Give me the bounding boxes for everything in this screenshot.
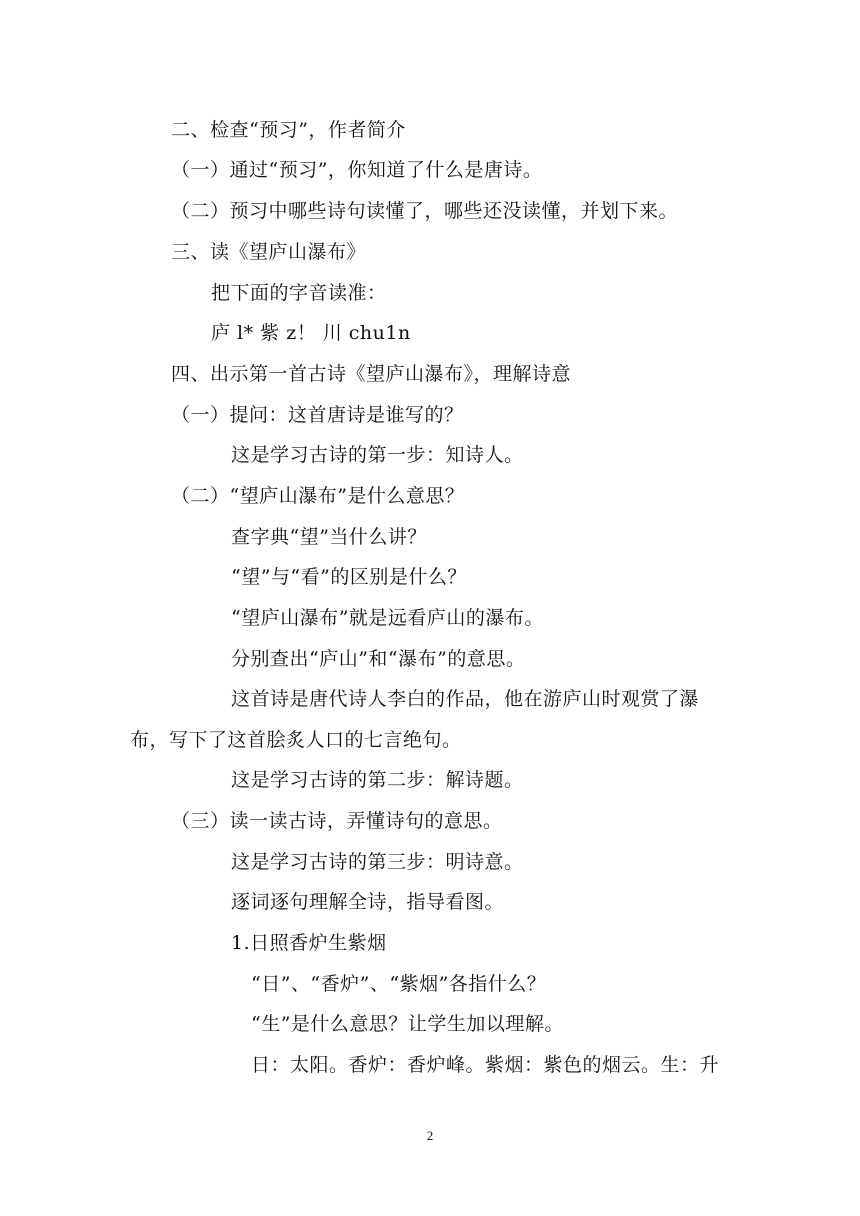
subsection-question-3: （三）读一读古诗，弄懂诗句的意思。 — [171, 810, 503, 832]
body-text: “望庐山瀑布”就是远看庐山的瀑布。 — [231, 607, 544, 629]
page-number: 2 — [426, 1128, 434, 1143]
paragraph-line-1: 这首诗是唐代诗人李白的作品，他在游庐山时观赏了瀑 — [231, 688, 700, 710]
body-text: “日”、“香炉”、“紫烟”各指什么？ — [251, 973, 547, 995]
subsection-2: （二）预习中哪些诗句读懂了，哪些还没读懂，并划下来。 — [171, 200, 679, 222]
body-text: “生”是什么意思？让学生加以理解。 — [251, 1013, 564, 1035]
subsection-1: （一）通过“预习”，你知道了什么是唐诗。 — [171, 159, 543, 181]
pinyin-line: 庐 l* 紫 z！ 川 chu1n — [211, 322, 411, 344]
section-heading-3: 三、读《望庐山瀑布》 — [171, 241, 367, 263]
step-3-text: 这是学习古诗的第三步：明诗意。 — [231, 851, 524, 873]
step-1-text: 这是学习古诗的第一步：知诗人。 — [231, 444, 524, 466]
body-text: 日：太阳。香炉：香炉峰。紫烟：紫色的烟云。生：升 — [251, 1054, 720, 1076]
body-text: 查字典“望”当什么讲？ — [231, 526, 427, 548]
poem-line-1: 1.日照香炉生紫烟 — [231, 932, 387, 954]
body-text: “望”与“看”的区别是什么？ — [231, 566, 467, 588]
body-text: 逐词逐句理解全诗，指导看图。 — [231, 891, 505, 913]
step-2-text: 这是学习古诗的第二步：解诗题。 — [231, 769, 524, 791]
section-heading-4: 四、出示第一首古诗《望庐山瀑布》，理解诗意 — [171, 363, 572, 385]
body-text: 分别查出“庐山”和“瀑布”的意思。 — [231, 648, 526, 670]
section-heading-2: 二、检查“预习”，作者简介 — [171, 119, 406, 141]
subsection-question-2: （二）“望庐山瀑布”是什么意思？ — [171, 485, 465, 507]
subsection-question-1: （一）提问：这首唐诗是谁写的？ — [171, 404, 464, 426]
instruction-text: 把下面的字音读准： — [211, 282, 387, 304]
paragraph-line-2: 布，写下了这首脍炙人口的七言绝句。 — [130, 729, 462, 751]
